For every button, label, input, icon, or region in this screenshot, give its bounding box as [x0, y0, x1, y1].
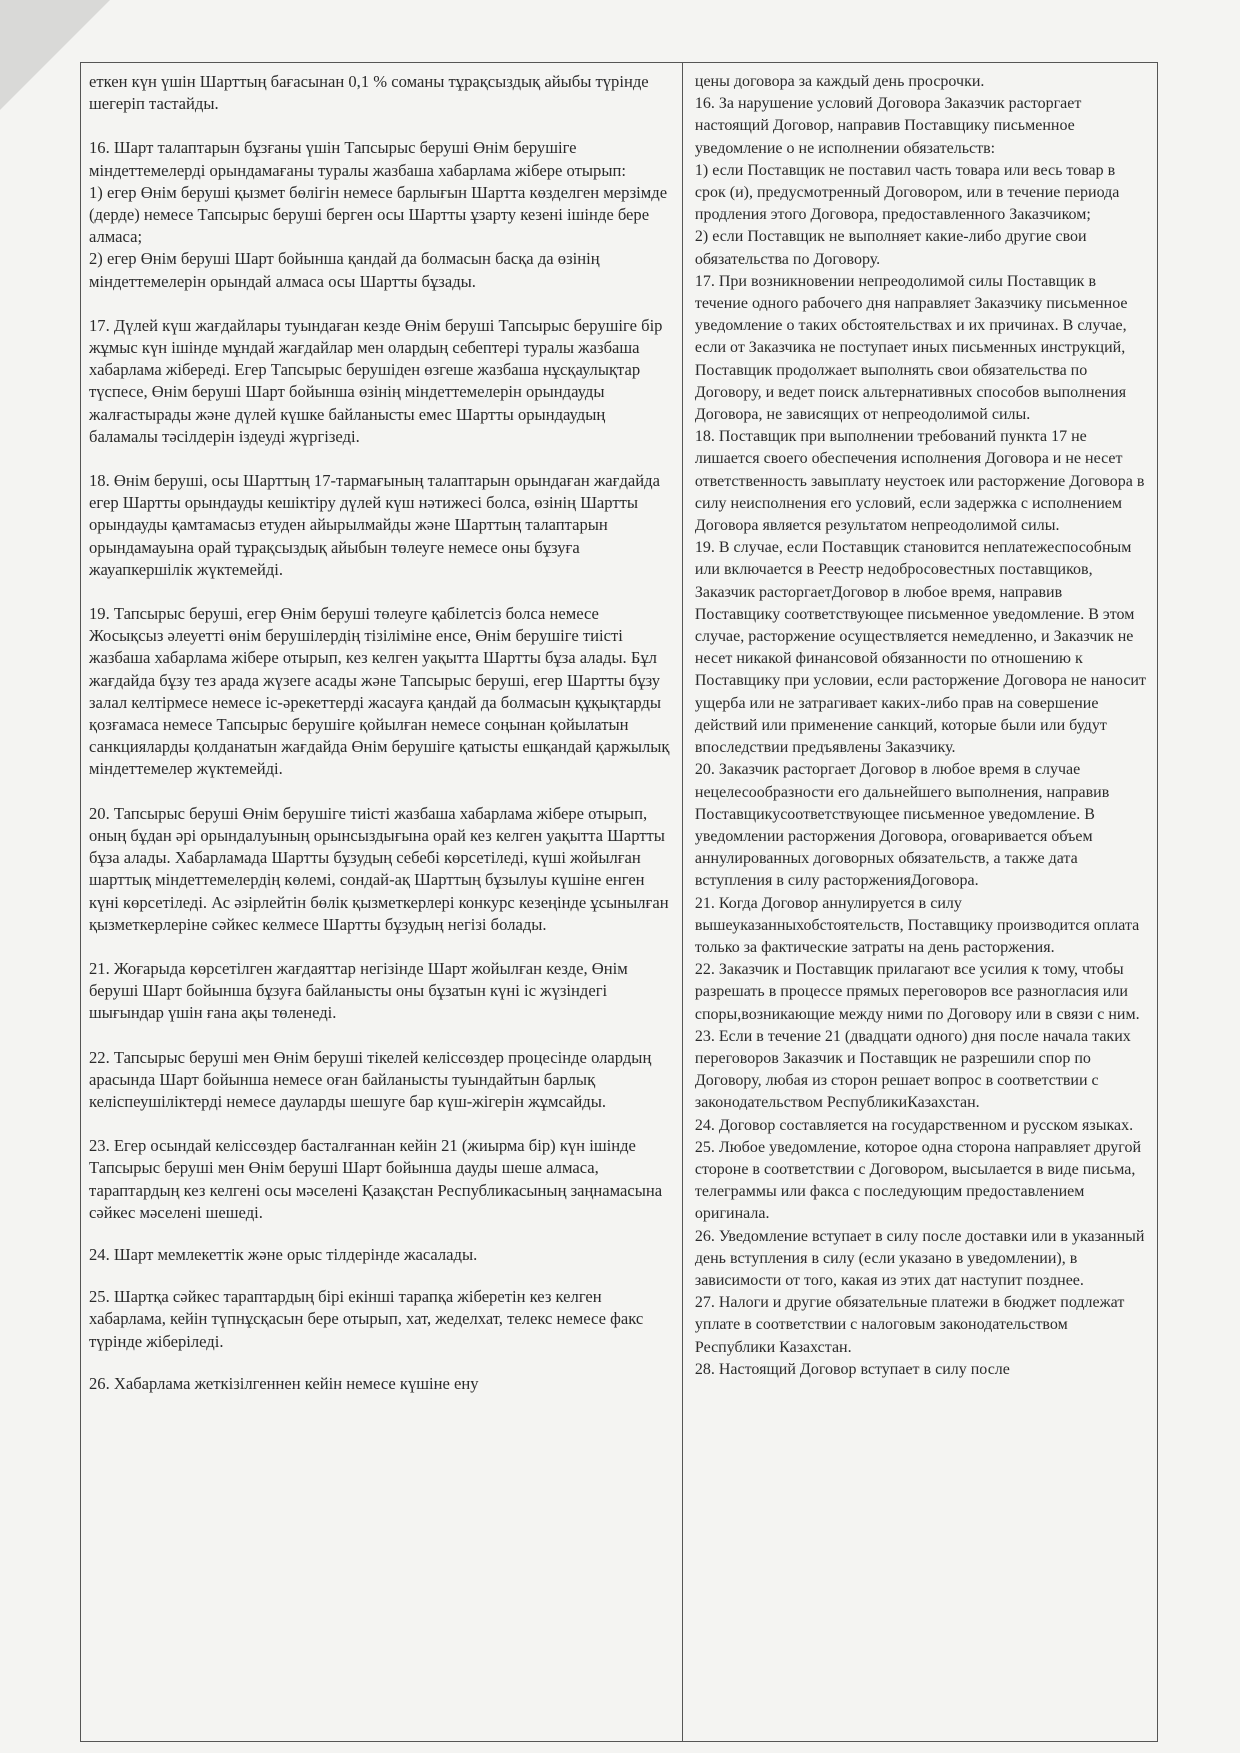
- kz-clause-19: 19. Тапсырыс беруші, егер Өнім беруші төлеуге қабілетсіз болса немесе Жосықсыз әлеуетті өнім берушілердің тізіліміне енсе, Өнім берушіге тиісті жазбаша хабарлама жібере отырып, кез келген уақытта Шартты бұза алады. Бұл жағдайда бұзу тез арада жүзеге асады және Тапсырыс беруші, егер Шартты бұзу залал келтірмесе немесе іс-әрекеттерді жасауға қандай да болмасын құқықтарды қозғамаса немесе Тапсырыс берушіге қойылған немесе соңынан қойылатын санкцияларды қолданатын жағдайда Өнім берушіге қатысты ешқандай қаржылық міндеттемелер жүктемейді.: [89, 604, 670, 779]
- ru-clause-26: 26. Уведомление вступает в силу после доставки или в указанный день вступления в силу (если указано в уведомлении), в зависимости от того, какая из этих дат наступит позднее.: [694, 1227, 1145, 1289]
- contract-table: [80, 62, 1158, 1742]
- ru-clause-25: 25. Любое уведомление, которое одна сторона направляет другой стороне в соответствии с Договором, высылается в виде письма, телеграммы или факса с последующим предоставлением оригинала.: [694, 1138, 1142, 1223]
- kz-clause-21: 21. Жоғарыда көрсетілген жағдаяттар негізінде Шарт жойылған кезде, Өнім беруші Шарт бойынша бұзуға байланысты оны бұзатын күні іс жүзіндегі шығындар үшін ғана ақы төленеді.: [89, 958, 628, 1023]
- ru-clause-23: 23. Если в течение 21 (двадцати одного) дня после начала таких переговоров Заказчик и Поставщик не разрешили спор по Договору, любая из сторон решает вопрос в соответствии с законодательством РеспубликиКазахстан.: [694, 1027, 1131, 1112]
- ru-clause-16: 16. За нарушение условий Договора Заказчик расторгает настоящий Договор, направив Поставщику письменное уведомление о не исполнении обязательств:: [694, 95, 1082, 157]
- kazakh-column: [81, 63, 683, 1741]
- kz-clause-18: 18. Өнім беруші, осы Шарттың 17-тармағының талаптарын орындаған жағдайда егер Шартты орындауды кешіктіру дүлей күш нәтижесі болса, өзінің Шартты орындауды қамтамасыз етуден айырылмайды және Шарттың талаптарын орындамауына орай тұрақсыздық айыбын төлеуге немесе оны бұзуға жауапкершілік жүктемейді.: [89, 471, 660, 579]
- ru-clause-22: 22. Заказчик и Поставщик прилагают все усилия к тому, чтобы разрешать в процессе прямых переговоров все разногласия или споры,возникающие между ними по Договору или в связи с ним.: [694, 961, 1140, 1023]
- ru-clause-18: 18. Поставщик при выполнении требований пункта 17 не лишается своего обеспечения исполнения Договора и не несет ответственность завыплату неустоек или расторжение Договора в силу неисполнения его условий, если задержка с исполнением Договора является результатом непреодолимой силы.: [694, 428, 1145, 535]
- ru-clause-21: 21. Когда Договор аннулируется в силу вышеуказанныхобстоятельств, Поставщику производится оплата только за фактические затраты на день расторжения.: [694, 894, 1140, 956]
- kz-clause-16: 16. Шарт талаптарын бұзғаны үшін Тапсырыс беруші Өнім берушіге міндеттемелерді орындамағаны туралы жазбаша хабарлама жібере отырып: 1) егер Өнім беруші қызмет бөлігін немесе барлығын Шартта көзделген мерзімде (дерде) немесе Тапсырыс беруші берген осы Шартты ұзарту кезені ішінде бере алмаса; 2) егер Өнім беруші Шарт бойынша қандай да болмасын басқа да өзінің міндеттемелерін орындай алмаса осы Шартты бұзады.: [89, 138, 668, 291]
- ru-clause-15-end: цены договора за каждый день просрочки.: [694, 73, 985, 90]
- ru-clause-20: 20. Заказчик расторгает Договор в любое время в случае нецелесообразности его дальнейшего выполнения, направив Поставщикусоответствующее письменное уведомление. В уведомлении расторжения Договора, оговаривается объем аннулированных договорных обязательств, а также дата вступления в силу расторженияДоговора.: [694, 761, 1110, 890]
- ru-clause-24: 24. Договор составляется на государственном и русском языках.: [694, 1116, 1134, 1134]
- kz-clause-26-start: 26. Хабарлама жеткізілгеннен кейін немесе күшіне ену: [89, 1373, 479, 1393]
- kz-clause-24: 24. Шарт мемлекеттік және орыс тілдерінде жасалады.: [89, 1244, 478, 1264]
- kz-clause-25: 25. Шартқа сәйкес тараптардың бірі екінші тарапқа жіберетін кез келген хабарлама, кейін түпнұсқасын бере отырып, хат, жеделхат, телекс немесе факс түрінде жіберіледі.: [89, 1287, 644, 1351]
- ru-clause-19: 19. В случае, если Поставщик становится неплатежеспособным или включается в Реестр недобросовестных поставщиков, Заказчик расторгаетДоговор в любое время, направив Поставщику соответствующее письменное уведомление. В этом случае, расторжение осуществляется немедленно, и Заказчик не несет никакой финансовой обязанности по отношению к Поставщику при условии, если расторжение Договора не наносит ущерба или не затрагивает каких-либо прав на совершение действий или применение санкций, которые были или будут впоследствии предъявлены Заказчику.: [694, 539, 1146, 757]
- ru-clause-16-item-1: 1) если Поставщик не поставил часть товара или весь товар в срок (и), предусмотренный Договором, или в течение периода продления этого Договора, предоставленного Заказчиком;: [694, 161, 1120, 224]
- ru-clause-27: 27. Налоги и другие обязательные платежи в бюджет подлежат уплате в соответствии с налоговым законодательством Республики Казахстан.: [694, 1294, 1125, 1356]
- kz-clause-22: 22. Тапсырыс беруші мен Өнім беруші тікелей келіссөздер процесінде олардың арасында Шарт бойынша немесе оған байланысты туындайтын барлық келіспеушіліктерді немесе дауларды шешуге бар күш-жігерін жұмсайды.: [89, 1047, 652, 1111]
- kz-clause-23: 23. Егер осындай келіссөздер басталғаннан кейін 21 (жиырма бір) күн ішінде Тапсырыс беруші мен Өнім беруші Шарт бойынша дауды шеше алмаса, тараптардың кез келгені осы мәселені Қазақстан Республикасының заңнамасына сәйкес мәселені шешеді.: [89, 1136, 663, 1222]
- ru-clause-17: 17. При возникновении непреодолимой силы Поставщик в течение одного рабочего дня направляет Заказчику письменное уведомление о таких обстоятельствах и их причинах. В случае, если от Заказчика не поступает иных письменных инструкций, Поставщик продолжает выполнять свои обязательства по Договору, и ведет поиск альтернативных способов выполнения Договора, не зависящих от непреодолимой силы.: [694, 272, 1128, 424]
- ru-clause-16-item-2: 2) если Поставщик не выполняет какие-либо другие свои обязательства по Договору.: [694, 228, 1087, 268]
- kz-clause-17: 17. Дүлей күш жағдайлары туындаған кезде Өнім беруші Тапсырыс берушіге бір жұмыс күн ішінде мұндай жағдайлар мен олардың себептері туралы жазбаша хабарлама жібереді. Егер Тапсырыс берушіден өзгеше жазбаша нұсқаулықтар түспесе, Өнім беруші Шарт бойынша өзінің міндеттемелерін орындауды жалғастырады және дүлей күшке байланысты емес Шартты орындаудың баламалы тәсілдерін іздеуді жүргізеді.: [89, 315, 663, 446]
- ru-clause-28-start: 28. Настоящий Договор вступает в силу после: [694, 1360, 1010, 1378]
- kz-clause-15-end: еткен күн үшін Шарттың бағасынан 0,1 % соманы тұрақсыздық айыбы түрінде шегеріп тастайды.: [89, 72, 649, 114]
- russian-column: [683, 63, 1157, 1741]
- kz-clause-20: 20. Тапсырыс беруші Өнім берушіге тиісті жазбаша хабарлама жібере отырып, оның бұдан әрі орындалуының орынсыздығына орай кез келген уақытта Шартты бұза алады. Хабарламада Шартты бұзудың себебі көрсетіледі, күші жойылған шарттық міндеттемелердің көлемі, сондай-ақ Шарттың бұзылуы күшіне енген күні көрсетіледі. Ас әзірлейтін бөлік қызметкерлері конкурс кезеңінде ұсынылған қызметкерлеріне сәйкес келмесе Шартты бұзудың негізі болады.: [89, 803, 669, 934]
